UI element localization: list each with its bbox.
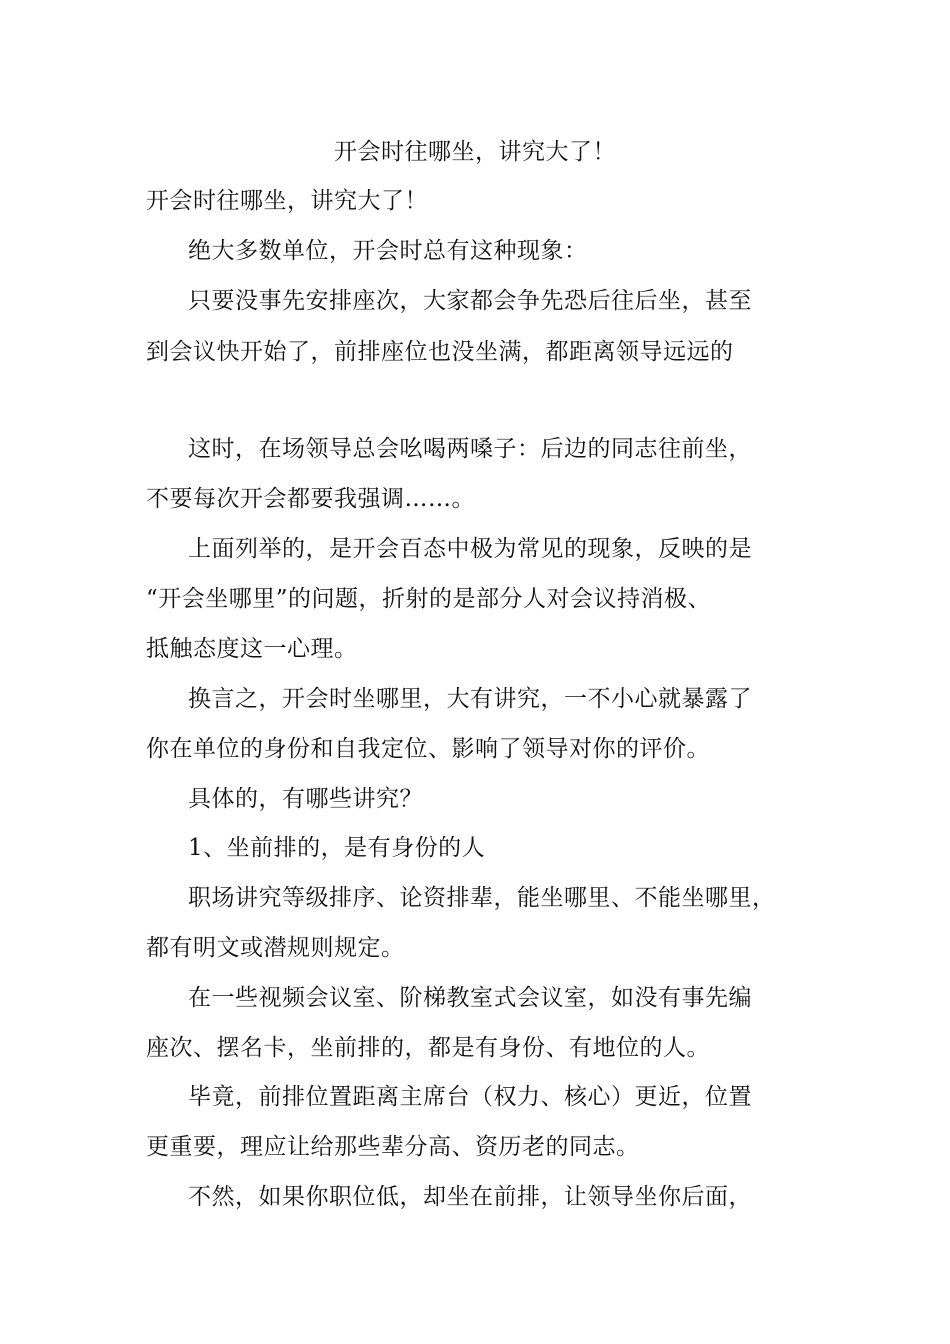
text-line: 职场讲究等级排序、论资排辈，能坐哪里、不能坐哪里， (188, 885, 776, 911)
text-line: 在一些视频会议室、阶梯教室式会议室，如没有事先编 (188, 985, 752, 1011)
text-line: 你在单位的身份和自我定位、影响了领导对你的评价。 (146, 736, 710, 762)
text-line: 毕竟，前排位置距离主席台（权力、核心）更近，位置 (188, 1084, 752, 1110)
text-line: 绝大多数单位，开会时总有这种现象： (188, 238, 588, 264)
text-line: “开会坐哪里”的问题，折射的是部分人对会议持消极、 (146, 586, 712, 612)
text-line: 换言之，开会时坐哪里，大有讲究，一不小心就暴露了 (188, 686, 752, 712)
text-line: 开会时往哪坐，讲究大了！ (146, 188, 428, 214)
document-title: 开会时往哪坐，讲究大了！ (334, 139, 616, 165)
text-line: 抵触态度这一心理。 (146, 636, 358, 662)
text-line: 不然，如果你职位低，却坐在前排，让领导坐你后面， (188, 1184, 752, 1210)
text-line: 到会议快开始了，前排座位也没坐满，都距离领导远远的 (146, 339, 734, 365)
text-line: 只要没事先安排座次，大家都会争先恐后往后坐，甚至 (188, 288, 752, 314)
text-line: 这时，在场领导总会吆喝两嗓子：后边的同志往前坐， (188, 436, 752, 462)
text-line: 座次、摆名卡，坐前排的，都是有身份、有地位的人。 (146, 1035, 710, 1061)
section-heading: 1、坐前排的，是有身份的人 (188, 835, 486, 861)
text-line: 都有明文或潜规则规定。 (146, 935, 405, 961)
text-line: 更重要，理应让给那些辈分高、资历老的同志。 (146, 1134, 640, 1160)
text-line: 不要每次开会都要我强调……。 (146, 486, 475, 512)
text-line: 上面列举的，是开会百态中极为常见的现象，反映的是 (188, 536, 752, 562)
text-line: 具体的，有哪些讲究？ (188, 786, 423, 812)
